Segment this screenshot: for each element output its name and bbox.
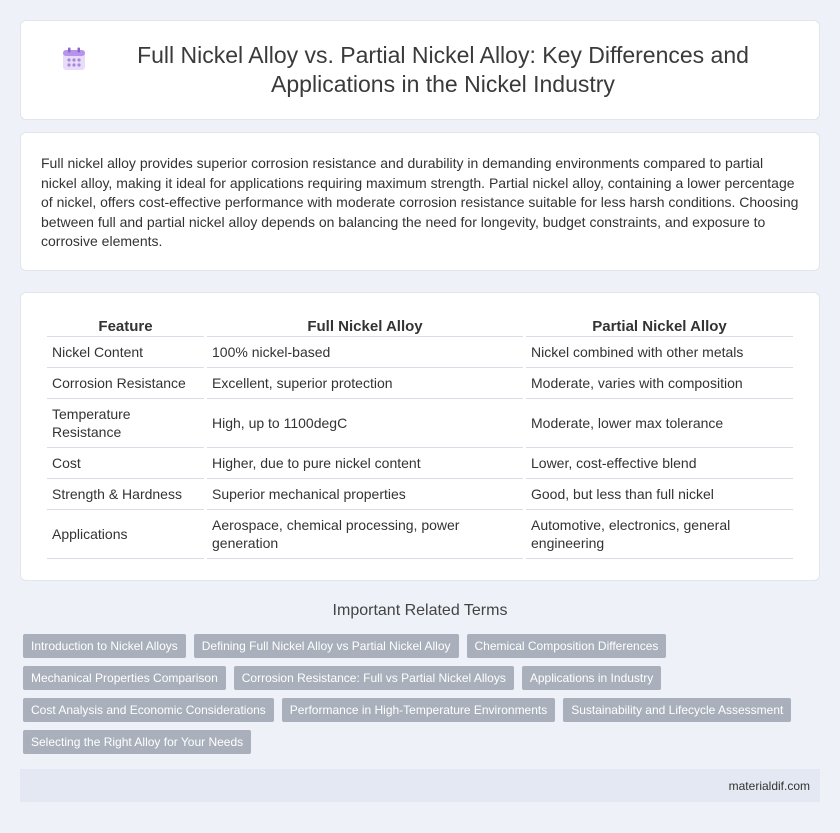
- table-cell-feature: Corrosion Resistance: [47, 368, 204, 399]
- related-term-tag[interactable]: Performance in High-Temperature Environments: [282, 698, 555, 722]
- table-cell-partial: Good, but less than full nickel: [526, 479, 793, 510]
- footer-site-link[interactable]: materialdif.com: [728, 778, 810, 793]
- header-full-nickel: Full Nickel Alloy: [207, 313, 523, 337]
- comparison-table: [44, 313, 796, 559]
- related-term-tag[interactable]: Introduction to Nickel Alloys: [23, 634, 186, 658]
- table-row: [47, 337, 793, 368]
- header-partial-nickel: Partial Nickel Alloy: [526, 313, 793, 337]
- table-row: [47, 399, 793, 448]
- table-row: [47, 510, 793, 559]
- related-term-tag[interactable]: Defining Full Nickel Alloy vs Partial Nickel Alloy: [194, 634, 459, 658]
- header-feature: Feature: [47, 313, 204, 337]
- table-cell-full: Aerospace, chemical processing, power generation: [207, 510, 523, 559]
- table-cell-feature: Nickel Content: [47, 337, 204, 368]
- table-cell-feature: Strength & Hardness: [47, 479, 204, 510]
- table-header-row: [47, 313, 793, 337]
- related-term-tag[interactable]: Applications in Industry: [522, 666, 661, 690]
- related-terms-title: Important Related Terms: [332, 602, 508, 619]
- related-term-tag[interactable]: Corrosion Resistance: Full vs Partial Nickel Alloys: [234, 666, 514, 690]
- related-term-tag[interactable]: Selecting the Right Alloy for Your Needs: [23, 730, 251, 754]
- table-row: [47, 448, 793, 479]
- table-cell-feature: Cost: [47, 448, 204, 479]
- related-term-tag[interactable]: Mechanical Properties Comparison: [23, 666, 226, 690]
- related-term-tag[interactable]: Sustainability and Lifecycle Assessment: [563, 698, 791, 722]
- title-card: [20, 20, 820, 120]
- related-term-tag[interactable]: Cost Analysis and Economic Considerations: [23, 698, 274, 722]
- table-row: [47, 479, 793, 510]
- table-cell-full: Excellent, superior protection: [207, 368, 523, 399]
- table-cell-feature: Applications: [47, 510, 204, 559]
- table-row: [47, 368, 793, 399]
- table-cell-full: High, up to 1100degC: [207, 399, 523, 448]
- table-cell-full: Superior mechanical properties: [207, 479, 523, 510]
- related-term-tag[interactable]: Chemical Composition Differences: [467, 634, 667, 658]
- table-cell-partial: Moderate, varies with composition: [526, 368, 793, 399]
- calendar-icon: [61, 46, 87, 72]
- table-cell-partial: Moderate, lower max tolerance: [526, 399, 793, 448]
- footer: [20, 769, 820, 802]
- comparison-table-card: [20, 292, 820, 581]
- table-cell-partial: Lower, cost-effective blend: [526, 448, 793, 479]
- page-title: Full Nickel Alloy vs. Partial Nickel Alloy: Key Differences and Applications in the Nickel Industry: [137, 42, 749, 97]
- title-wrap: [21, 41, 819, 99]
- summary-card: [20, 132, 820, 271]
- table-cell-partial: Automotive, electronics, general engineering: [526, 510, 793, 559]
- table-cell-partial: Nickel combined with other metals: [526, 337, 793, 368]
- table-cell-feature: Temperature Resistance: [47, 399, 204, 448]
- table-cell-full: 100% nickel-based: [207, 337, 523, 368]
- table-cell-full: Higher, due to pure nickel content: [207, 448, 523, 479]
- related-terms-tags: [23, 634, 823, 762]
- summary-text: Full nickel alloy provides superior corrosion resistance and durability in demanding environments compared to partial nickel alloy, making it ideal for applications requiring maximum strength. Partial nickel alloy, containing a lower percentage of nickel, offers cost-effective performance with moderate corrosion resistance suitable for less harsh conditions. Choosing between full and partial nickel alloy depends on balancing the need for longevity, budget constraints, and exposure to corrosive elements.: [41, 155, 799, 249]
